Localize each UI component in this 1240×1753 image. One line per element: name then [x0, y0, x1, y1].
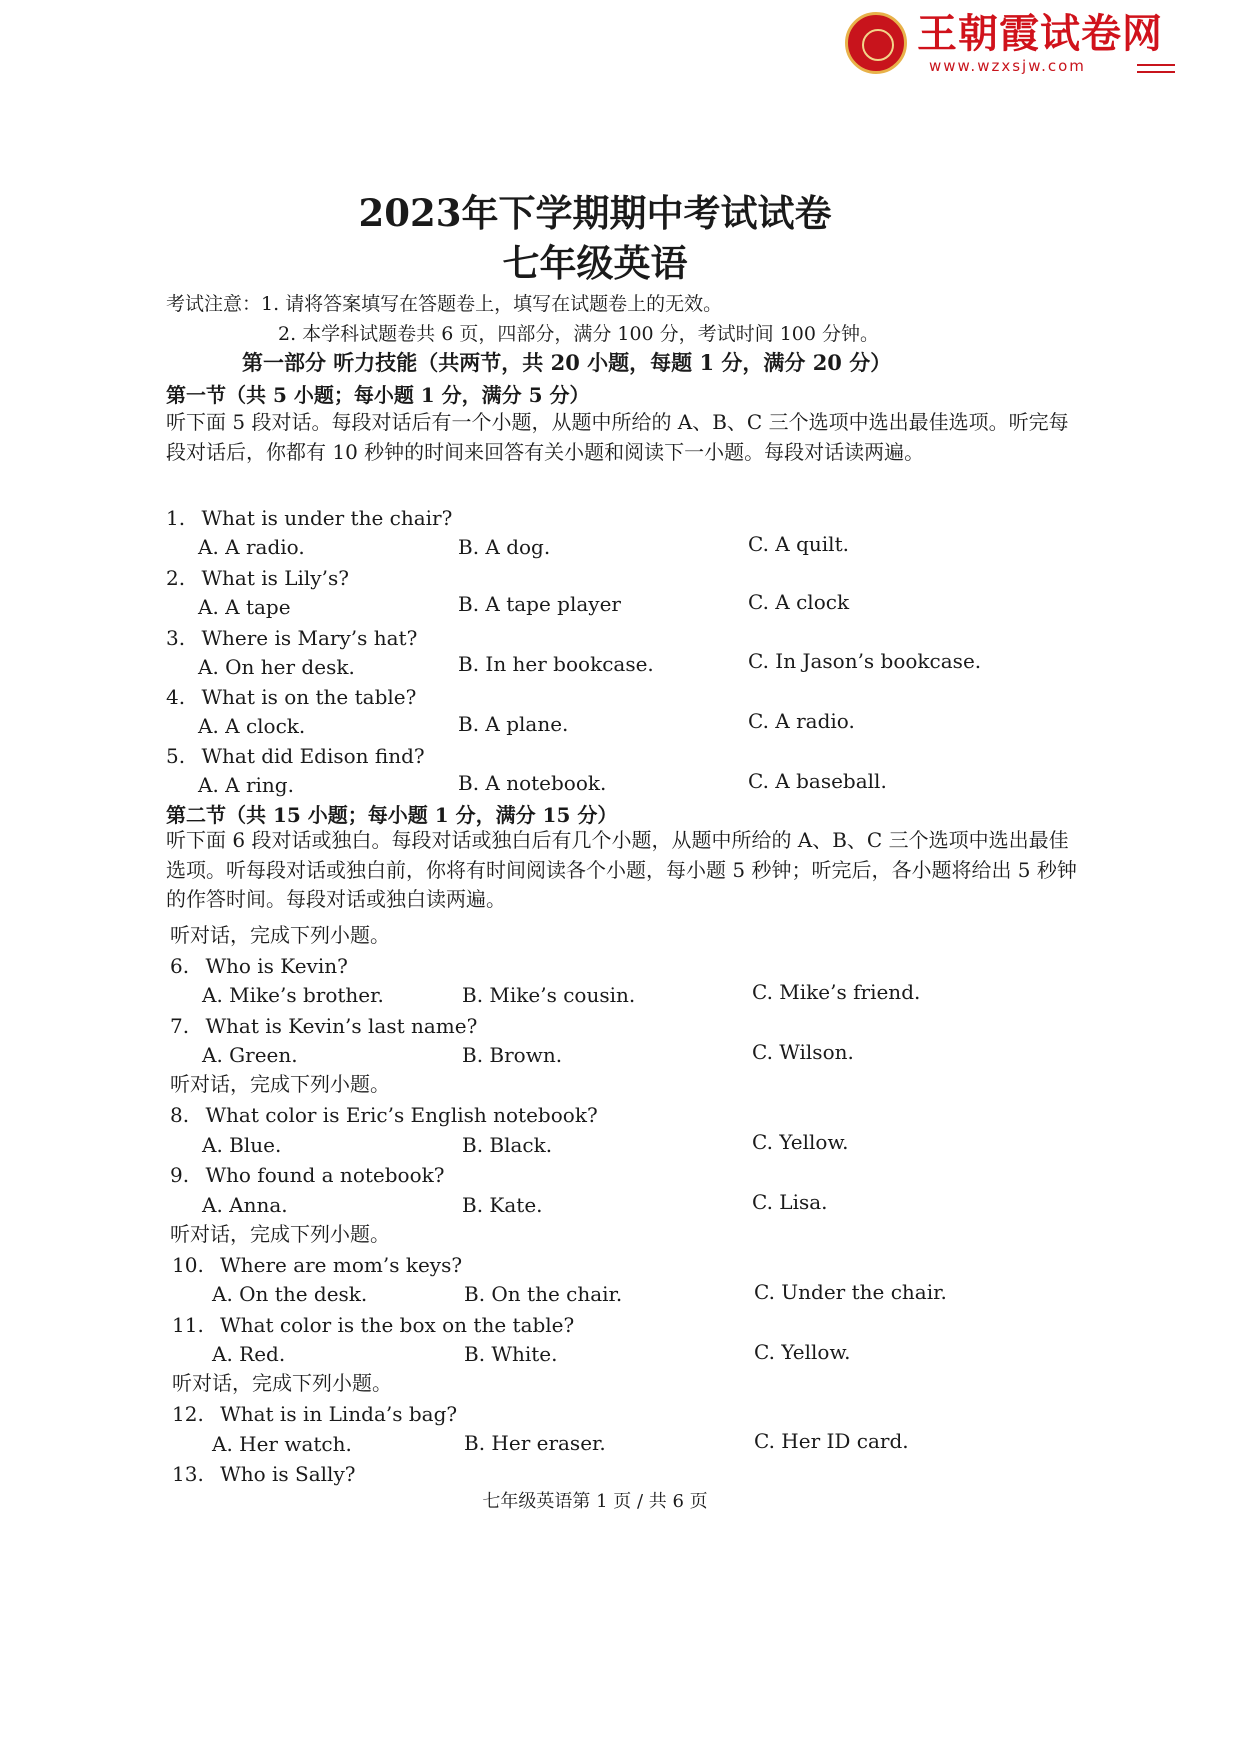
question-10: [172, 1252, 462, 1278]
question-7: [170, 1013, 477, 1039]
question-text: What is under the chair?: [201, 506, 453, 530]
question-text: What is in Linda’s bag?: [220, 1402, 458, 1426]
exam-note-2: 2. 本学科试题卷共 6 页，四部分，满分 100 分，考试时间 100 分钟。: [278, 323, 880, 345]
q1-option-a: A. A radio.: [198, 535, 305, 559]
page-footer: 七年级英语第 1 页 / 共 6 页: [482, 1491, 708, 1512]
section1-instructions: 听下面 5 段对话。每段对话后有一个小题，从题中所给的 A、B、C 三个选项中选出最佳选项。听完每段对话后，你都有 10 秒钟的时间来回答有关小题和阅读下一小题。每段对话读两遍。: [166, 410, 1069, 464]
question-number: 6.: [170, 954, 190, 978]
listening-prompt: 听对话，完成下列小题。: [170, 1222, 390, 1246]
logo-url: www.wzxsjw.com: [929, 57, 1086, 75]
q6-option-c: C. Mike’s friend.: [752, 980, 921, 1004]
question-2: [166, 565, 349, 591]
q7-option-c: C. Wilson.: [752, 1040, 854, 1064]
question-13: [172, 1461, 355, 1487]
q2-option-a: A. A tape: [198, 595, 291, 619]
logo-seal-icon: [845, 12, 907, 74]
question-text: Where is Mary’s hat?: [201, 626, 418, 650]
q6-option-a: A. Mike’s brother.: [202, 983, 384, 1007]
question-number: 7.: [170, 1014, 190, 1038]
exam-note-1: 考试注意：1. 请将答案填写在答题卷上，填写在试题卷上的无效。: [166, 293, 723, 315]
question-text: What is on the table?: [201, 685, 417, 709]
q9-option-b: B. Kate.: [462, 1193, 543, 1217]
q7-option-b: B. Brown.: [462, 1043, 563, 1067]
q4-option-b: B. A plane.: [458, 712, 569, 736]
question-number: 8.: [170, 1103, 190, 1127]
question-1: [166, 505, 452, 531]
question-number: 2.: [166, 566, 186, 590]
site-logo: [845, 12, 1175, 74]
question-text: Where are mom’s keys?: [220, 1253, 463, 1277]
q6-option-b: B. Mike’s cousin.: [462, 983, 636, 1007]
q11-option-c: C. Yellow.: [754, 1340, 851, 1364]
q10-option-a: A. On the desk.: [212, 1282, 368, 1306]
q12-option-a: A. Her watch.: [212, 1432, 352, 1456]
q3-option-a: A. On her desk.: [198, 655, 355, 679]
part1-title: 第一部分 听力技能（共两节，共 20 小题，每题 1 分，满分 20 分）: [242, 350, 892, 375]
question-text: What is Kevin’s last name?: [205, 1014, 478, 1038]
logo-lines-decoration: [1137, 64, 1175, 73]
question-text: Who is Sally?: [220, 1462, 356, 1486]
q1-option-c: C. A quilt.: [748, 532, 849, 556]
question-11: [172, 1312, 574, 1338]
q2-option-c: C. A clock: [748, 590, 850, 614]
question-number: 10.: [172, 1253, 204, 1277]
question-number: 12.: [172, 1402, 204, 1426]
q3-option-b: B. In her bookcase.: [458, 652, 654, 676]
listening-prompt: 听对话，完成下列小题。: [170, 1072, 390, 1096]
question-5: [166, 743, 425, 769]
q5-option-c: C. A baseball.: [748, 769, 887, 793]
q1-option-b: B. A dog.: [458, 535, 551, 559]
q7-option-a: A. Green.: [202, 1043, 298, 1067]
q9-option-c: C. Lisa.: [752, 1190, 828, 1214]
q10-option-c: C. Under the chair.: [754, 1280, 947, 1304]
question-3: [166, 625, 417, 651]
question-text: Who found a notebook?: [205, 1163, 445, 1187]
question-text: What did Edison find?: [201, 744, 425, 768]
q8-option-b: B. Black.: [462, 1133, 553, 1157]
q5-option-a: A. A ring.: [198, 773, 294, 797]
question-number: 13.: [172, 1462, 204, 1486]
question-text: What is Lily’s?: [201, 566, 349, 590]
question-number: 4.: [166, 685, 186, 709]
question-number: 9.: [170, 1163, 190, 1187]
section1-title: 第一节（共 5 小题；每小题 1 分，满分 5 分）: [166, 383, 590, 407]
question-6: [170, 953, 348, 979]
q11-option-a: A. Red.: [212, 1342, 286, 1366]
question-text: What color is Eric’s English notebook?: [205, 1103, 598, 1127]
q10-option-b: B. On the chair.: [464, 1282, 623, 1306]
exam-subtitle: 七年级英语: [502, 241, 688, 285]
question-number: 1.: [166, 506, 186, 530]
question-number: 3.: [166, 626, 186, 650]
q8-option-c: C. Yellow.: [752, 1130, 849, 1154]
q12-option-c: C. Her ID card.: [754, 1429, 909, 1453]
question-12: [172, 1401, 457, 1427]
q8-option-a: A. Blue.: [202, 1133, 282, 1157]
listening-prompt: 听对话，完成下列小题。: [172, 1371, 392, 1395]
question-text: Who is Kevin?: [205, 954, 348, 978]
q12-option-b: B. Her eraser.: [464, 1431, 606, 1455]
question-4: [166, 684, 416, 710]
q4-option-c: C. A radio.: [748, 709, 855, 733]
q9-option-a: A. Anna.: [202, 1193, 288, 1217]
q2-option-b: B. A tape player: [458, 592, 621, 616]
q3-option-c: C. In Jason’s bookcase.: [748, 649, 982, 673]
question-number: 11.: [172, 1313, 204, 1337]
listening-prompt: 听对话，完成下列小题。: [170, 923, 390, 947]
logo-name: 王朝霞试卷网: [917, 11, 1163, 57]
q5-option-b: B. A notebook.: [458, 771, 607, 795]
section2-instructions: 听下面 6 段对话或独白。每段对话或独白后有几个小题，从题中所给的 A、B、C 三个选项中选出最佳选项。听每段对话或独白前，你将有时间阅读各个小题，每小题 5 秒钟；听完后，各小题将给出 5 秒钟的作答时间。每段对话或独白读两遍。: [166, 828, 1077, 911]
question-text: What color is the box on the table?: [220, 1313, 575, 1337]
section2-title: 第二节（共 15 小题；每小题 1 分，满分 15 分）: [166, 803, 618, 827]
question-9: [170, 1162, 444, 1188]
question-number: 5.: [166, 744, 186, 768]
q4-option-a: A. A clock.: [198, 714, 306, 738]
exam-title: 2023年下学期期中考试试卷: [358, 191, 832, 235]
question-8: [170, 1102, 598, 1128]
q11-option-b: B. White.: [464, 1342, 558, 1366]
